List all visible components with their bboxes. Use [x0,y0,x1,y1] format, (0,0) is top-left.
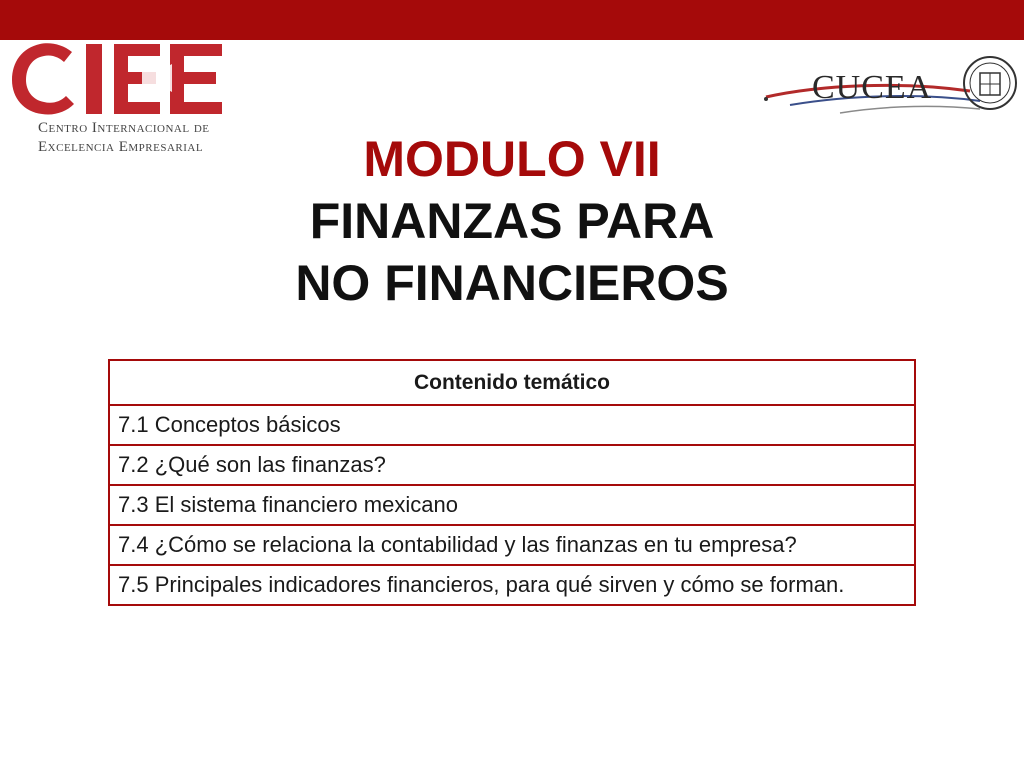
topics-table [108,359,916,606]
ciee-logo-mark [10,40,225,120]
top-banner-bar [0,0,1024,40]
table-row [109,525,915,565]
ciee-subtitle-line1: Centro Internacional de [38,120,210,136]
topic-7-1: 7.1 Conceptos básicos [109,405,915,445]
table-row [109,445,915,485]
cucea-logo [760,55,1024,125]
ciee-subtitle-line2: Excelencia Empresarial [38,139,204,155]
topic-7-4: 7.4 ¿Cómo se relaciona la contabilidad y las finanzas en tu empresa? [109,525,915,565]
title-line3: NO FINANCIEROS [295,255,729,311]
title-line2: FINANZAS PARA [309,193,715,249]
topic-7-2: 7.2 ¿Qué son las finanzas? [109,445,915,485]
table-row [109,405,915,445]
table-header: Contenido temático [109,360,915,405]
cucea-wordmark: CUCEA [812,69,933,106]
table-row [109,565,915,605]
table-row [109,485,915,525]
table-header-row [109,360,915,405]
topic-7-5: 7.5 Principales indicadores financieros, para qué sirven y cómo se forman. [109,565,915,605]
title-module: MODULO VII [363,131,661,187]
page-title [0,128,1024,314]
topic-7-3: 7.3 El sistema financiero mexicano [109,485,915,525]
